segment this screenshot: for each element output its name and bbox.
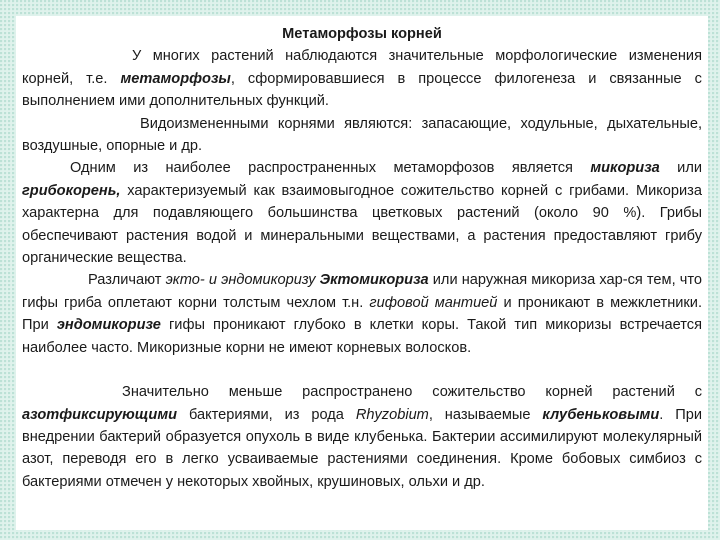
text: и проникают в межклетники. При bbox=[22, 294, 702, 334]
paragraph-metamorphoses bbox=[22, 45, 702, 112]
term-ecto-endo: экто- и эндомикоризу bbox=[165, 272, 316, 289]
text: или наружная микориза хар-ся тем, что гифы гриба оплетают корни толстым чехлом т.н. bbox=[22, 272, 702, 311]
text: Значительно меньше распространено сожительство корней растений с bbox=[122, 384, 702, 401]
paragraph-nitrogen-fixing bbox=[22, 381, 702, 493]
text: бактериями, из рода bbox=[177, 406, 356, 423]
text: . При внедрении бактерий образуется опухоль в виде клубенька. Бактерии ассимилируют молекулярный азот, переводя его в легко усваиваемые растениями соединения. Кроме бобовых симбиоз с бактериями отмечен у некоторых хвойных, крушиновых, ольхи и др. bbox=[22, 406, 702, 490]
term-nodule: клубеньковыми bbox=[542, 406, 660, 423]
term-nitrogen-fixing: азотфиксирующими bbox=[22, 406, 178, 423]
paragraph-mycorrhiza bbox=[22, 157, 702, 269]
text: или bbox=[659, 160, 703, 177]
text: , сформировавшиеся в процессе филогенеза и связанные с выполнением ими дополнительных функций. bbox=[22, 70, 702, 110]
paragraph-ecto-endo bbox=[22, 269, 702, 359]
text: , называемые bbox=[428, 406, 543, 423]
term-metamorphoses: метаморфозы bbox=[120, 70, 231, 87]
term-fungus-root: грибокорень, bbox=[22, 182, 121, 199]
text: У многих растений наблюдаются значительные морфологические изменения корней, т.е. bbox=[22, 48, 702, 87]
text: гифы проникают глубоко в клетки коры. Такой тип микоризы встречается наиболее часто. Микоризные корни не имеют корневых волосков. bbox=[22, 317, 703, 356]
text: Различают bbox=[88, 272, 166, 289]
paragraph-root-types: Видоизмененными корнями являются: запасающие, ходульные, дыхательные, воздушные, опорные и др. bbox=[22, 115, 702, 155]
text: Одним из наиболее распространенных метаморфозов является bbox=[70, 160, 591, 177]
term-ectomycorrhiza: Эктомикориза bbox=[319, 272, 429, 289]
text: характеризуемый как взаимовыгодное сожительство корней с грибами. Микориза характерна для подавляющего большинства цветковых растений (около 90 %). Грибы обеспечивают растения водой и минеральными веществами, а растения предоставляют грибу органические вещества. bbox=[22, 182, 702, 267]
paragraph-spacer bbox=[22, 359, 702, 381]
term-rhyzobium: Rhyzobium bbox=[355, 406, 429, 423]
term-hyphal-mantle: гифовой мантией bbox=[369, 294, 498, 311]
document-page bbox=[16, 16, 708, 530]
term-mycorrhiza: микориза bbox=[590, 160, 660, 177]
page-title: Метаморфозы корней bbox=[282, 26, 442, 42]
term-endomycorrhiza: эндомикоризе bbox=[56, 317, 161, 334]
